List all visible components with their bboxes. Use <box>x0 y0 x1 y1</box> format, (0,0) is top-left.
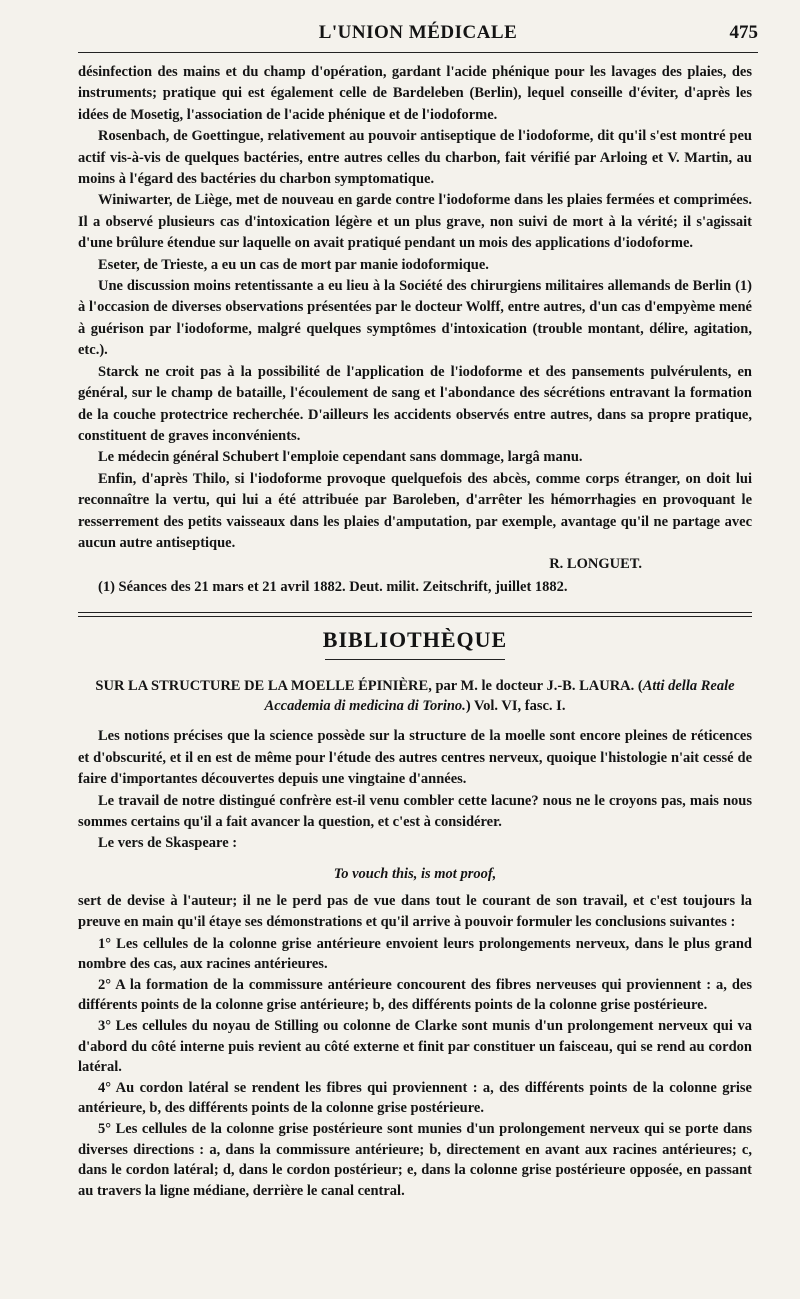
article-paragraph: Eseter, de Trieste, a eu un cas de mort par manie iodoformique. <box>98 256 489 273</box>
page-body <box>78 62 752 1201</box>
article-paragraph: Winiwarter, de Liège, met de nouveau en garde contre l'iodoforme dans les plaies fermées et comprimées. Il a observé plusieurs cas d'intoxication légère et un plus grave, non suivi de mort à la vérité; il s'agissait d'une brûlure étendue sur laquelle on avait pratiqué pendant un mois des applications d'iodoforme. <box>78 192 752 252</box>
article-paragraph: Une discussion moins retentissante a eu lieu à la Société des chirurgiens militaires allemands de Berlin (1) à l'occasion de diverses observations présentées par le docteur Wolff, entre autres, d'un cas d'empyème mené à guérison par l'iodoforme, malgré quelques symptômes d'intoxication (trouble montant, délire, agitation, etc.). <box>78 278 752 359</box>
article-paragraph: Enfin, d'après Thilo, si l'iodoforme provoque quelquefois des abcès, comme corps étranger, on doit lui reconnaître la vertu, qui lui a été attribuée par Baroleben, d'arrêter les hémorrhagies en provoquant le resserrement des petits vaisseaux dans les plaies d'amputation, par exemple, avantage qu'il ne partage avec aucun autre antiseptique. <box>78 470 752 551</box>
author-signature: R. LONGUET. <box>549 556 642 573</box>
review-volume: ) Vol. VI, fasc. I. <box>465 698 566 715</box>
section-divider <box>78 612 752 617</box>
page-number: 475 <box>729 22 758 43</box>
review-paragraph: Le travail de notre distingué confrère est-il venu combler cette lacune? nous ne le croyons pas, mais nous sommes certains qu'il a fait avancer la question, et c'est à considérer. <box>78 792 752 830</box>
review-journal: Atti della Reale Accademia di medicina di Torino. <box>264 678 735 715</box>
conclusions-list <box>78 934 752 1202</box>
article-paragraph: Starck ne croit pas à la possibilité de l'application de l'iodoforme et des pansements pulvérulents, en général, sur le champ de bataille, l'écoulement de sang et l'abondance des sécrétions entravant la formation de la couche protectrice recherchée. D'ailleurs les accidents observés entre autres, dans sa propre pratique, constituent de graves inconvénients. <box>78 363 752 444</box>
conclusion-item: 5° Les cellules de la colonne grise postérieure sont munies d'un prolongement nerveux qui se porte dans diverses directions : a, dans la commissure antérieure; b, directement en avant aux racines antérieures; c, dans le cordon latéral; d, dans le cordon postérieur; e, dans la colonne grise postérieure opposée, en passant au travers la ligne médiane, derrière le canal central. <box>78 1120 752 1199</box>
conclusion-item: 3° Les cellules du noyau de Stilling ou colonne de Clarke sont munis d'un prolongement nerveux qui va d'abord du côté interne puis revient au côté externe et finit par constituer un faisceau, qui se rend au cordon latéral. <box>78 1017 752 1076</box>
conclusion-item: 4° Au cordon latéral se rendent les fibres qui proviennent : a, des différents points de la colonne grise antérieure, b, des différents points de la colonne grise postérieure. <box>78 1079 752 1117</box>
conclusion-item: 1° Les cellules de la colonne grise antérieure envoient leurs prolongements nerveux, dans le plus grand nombre des cas, aux racines antérieures. <box>78 935 752 973</box>
epigraph-quote: To vouch this, is mot proof, <box>333 865 497 882</box>
review-paragraph: Les notions précises que la science possède sur la structure de la moelle sont encore pleines de réticences et d'obscurité, et il en est de même pour l'étude des autres centres nerveux, quoique l'histologie n'ait cessé de faire d'importantes découvertes depuis une vingtaine d'années. <box>78 728 752 788</box>
heading-underline <box>325 659 505 660</box>
running-title: L'UNION MÉDICALE <box>318 22 518 43</box>
review-paragraph: Le vers de Skaspeare : <box>98 835 238 852</box>
conclusion-item: 2° A la formation de la commissure antérieure concourent des fibres nerveuses qui proviennent : a, des différents points de la colonne grise antérieure; b, des différents points de la colonne grise postérieure. <box>78 976 752 1014</box>
review-title-text: SUR LA STRUCTURE DE LA MOELLE ÉPINIÈRE, par M. le docteur J.-B. LAURA. ( <box>95 678 643 695</box>
review-title <box>78 676 752 716</box>
article-paragraph: Le médecin général Schubert l'emploie cependant sans dommage, largâ manu. <box>98 449 583 466</box>
section-heading: BIBLIOTHÈQUE <box>322 627 508 653</box>
article-continuation <box>78 62 752 598</box>
article-paragraph: Rosenbach, de Goettingue, relativement au pouvoir antiseptique de l'iodoforme, dit qu'il s'est montré peu actif vis-à-vis de quelques bactéries, entre autres celles du charbon, fait vérifié par Arloing et V. Martin, au moins à l'égard des bactéries du charbon symptomatique. <box>78 128 752 188</box>
page-header <box>78 22 758 48</box>
footnote: (1) Séances des 21 mars et 21 avril 1882. Deut. milit. Zeitschrift, juillet 1882. <box>98 579 568 596</box>
header-rule <box>78 52 758 53</box>
review-paragraph: sert de devise à l'auteur; il ne le perd pas de vue dans tout le courant de son travail, et c'est toujours la preuve en main qu'il étaye ses démonstrations et qu'il arrive à pouvoir formuler les conclusions suivantes : <box>78 892 752 931</box>
article-paragraph: désinfection des mains et du champ d'opération, gardant l'acide phénique pour les lavages des plaies, des instruments; pratique qui est également celle de Bardeleben (Berlin), lequel conseille d'éviter, d'après les idées de Mosetig, l'association de l'acide phénique et de l'iodoforme. <box>78 64 752 123</box>
